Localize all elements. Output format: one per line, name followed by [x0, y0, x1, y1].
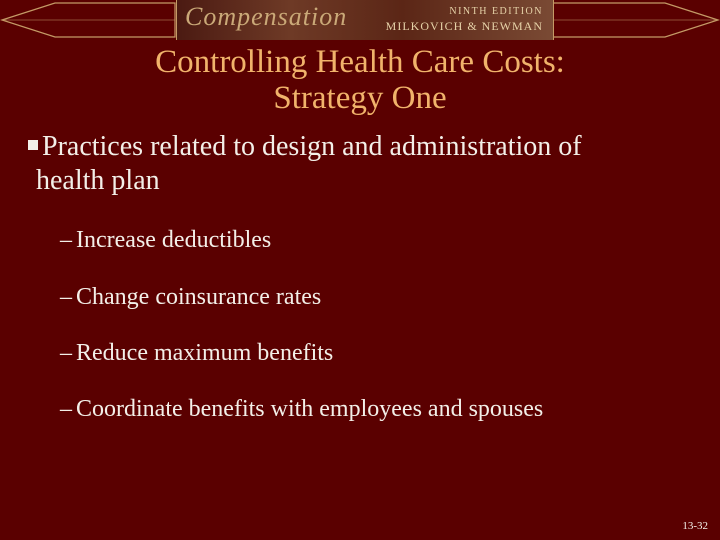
sub-bullet-text: Coordinate benefits with employees and spouses — [76, 396, 544, 422]
dash-bullet-icon: – — [60, 396, 72, 422]
sub-bullet — [60, 226, 271, 254]
slide-title-line-1: Controlling Health Care Costs: — [155, 44, 565, 80]
main-bullet-line-2: health plan — [36, 165, 160, 196]
dash-bullet-icon: – — [60, 340, 72, 366]
slide-title — [0, 44, 720, 116]
header-banner — [0, 0, 720, 40]
edition-label: NINTH EDITION — [449, 6, 543, 17]
sub-bullet-text: Increase deductibles — [76, 227, 272, 253]
slide-title-line-2: Strategy One — [273, 80, 447, 116]
sub-bullet-text: Change coinsurance rates — [76, 284, 322, 310]
square-bullet-icon — [28, 140, 38, 150]
sub-bullet — [60, 339, 333, 367]
authors-label: MILKOVICH & NEWMAN — [385, 19, 543, 33]
main-bullet — [28, 130, 698, 198]
sub-bullet — [60, 395, 543, 423]
edition-block — [386, 4, 543, 34]
book-logo — [176, 0, 554, 40]
dash-bullet-icon: – — [60, 284, 72, 310]
logo-script-text: Compensation — [185, 2, 348, 31]
dash-bullet-icon: – — [60, 227, 72, 253]
slide-number: 13-32 — [682, 520, 708, 532]
sub-bullet — [60, 283, 321, 311]
sub-bullet-text: Reduce maximum benefits — [76, 340, 334, 366]
main-bullet-line-1: Practices related to design and administration of — [42, 131, 582, 162]
